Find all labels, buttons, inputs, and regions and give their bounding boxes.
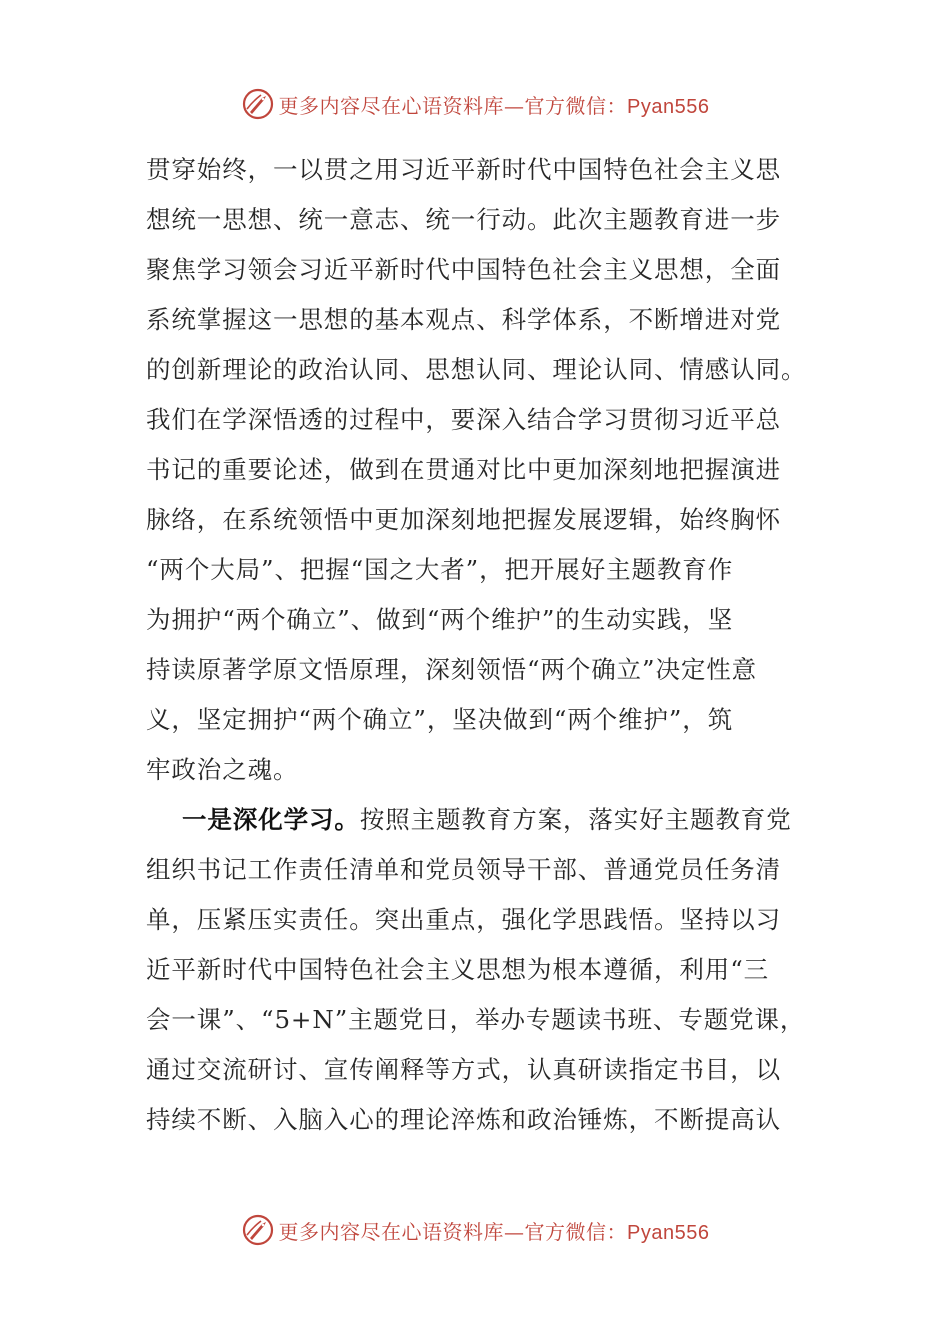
text-line: 书记的重要论述，做到在贯通对比中更加深刻地把握演进 xyxy=(146,455,781,484)
text-line: 系统掌握这一思想的基本观点、科学体系，不断增进对党 xyxy=(146,305,781,334)
banner-label: 官方微信： xyxy=(524,93,628,118)
text-line: 想统一思想、统一意志、统一行动。此次主题教育进一步 xyxy=(146,205,781,234)
banner-main: 更多内容尽在心语资料库 xyxy=(278,1219,505,1244)
text-line: 持续不断、入脑入心的理论淬炼和政治锤炼，不断提高认 xyxy=(146,1105,781,1134)
footer-banner xyxy=(0,1210,950,1250)
banner-dash: — xyxy=(504,93,525,118)
text-line: 脉络，在系统领悟中更加深刻地把握发展逻辑，始终胸怀 xyxy=(146,505,781,534)
text-line: 持读原著学原文悟原理，深刻领悟“两个确立”决定性意 xyxy=(146,655,758,684)
banner-main: 更多内容尽在心语资料库 xyxy=(278,93,505,118)
text-run: 按照主题教育方案，落实好主题教育党 xyxy=(359,805,792,834)
banner-wechat-id: Pyan556 xyxy=(627,95,710,118)
section-heading: 一是深化学习。 xyxy=(182,805,360,834)
banner-text xyxy=(279,1216,710,1245)
pen-nib-logo-icon xyxy=(241,87,275,121)
text-line: 通过交流研讨、宣传阐释等方式，认真研读指定书目，以 xyxy=(146,1055,781,1084)
banner-dash: — xyxy=(504,1219,525,1244)
text-line: 贯穿始终，一以贯之用习近平新时代中国特色社会主义思 xyxy=(146,155,781,184)
banner-label: 官方微信： xyxy=(524,1219,628,1244)
text-line: 聚焦学习领会习近平新时代中国特色社会主义思想，全面 xyxy=(146,255,781,284)
text-line: 的创新理论的政治认同、思想认同、理论认同、情感认同。 xyxy=(146,355,807,384)
text-line: 我们在学深悟透的过程中，要深入结合学习贯彻习近平总 xyxy=(146,405,781,434)
paragraph-2-first-line xyxy=(146,795,826,845)
document-body xyxy=(146,145,826,1145)
pen-nib-logo-icon xyxy=(241,1213,275,1247)
header-banner xyxy=(0,84,950,124)
text-line: 义，坚定拥护“两个确立”，坚决做到“两个维护”，筑 xyxy=(146,705,734,734)
text-line: 会一课”、“5+N”主题党日，举办专题读书班、专题党课， xyxy=(146,1005,806,1034)
text-line: 为拥护“两个确立”、做到“两个维护”的生动实践，坚 xyxy=(146,605,734,634)
text-line: 近平新时代中国特色社会主义思想为根本遵循，利用“三 xyxy=(146,955,770,984)
text-line: 牢政治之魂。 xyxy=(146,755,299,784)
banner-text xyxy=(279,90,710,119)
text-line: 单，压紧压实责任。突出重点，强化学思践悟。坚持以习 xyxy=(146,905,781,934)
text-line: “两个大局”、把握“国之大者”，把开展好主题教育作 xyxy=(146,555,734,584)
banner-wechat-id: Pyan556 xyxy=(627,1221,710,1244)
text-line: 组织书记工作责任清单和党员领导干部、普通党员任务清 xyxy=(146,855,781,884)
